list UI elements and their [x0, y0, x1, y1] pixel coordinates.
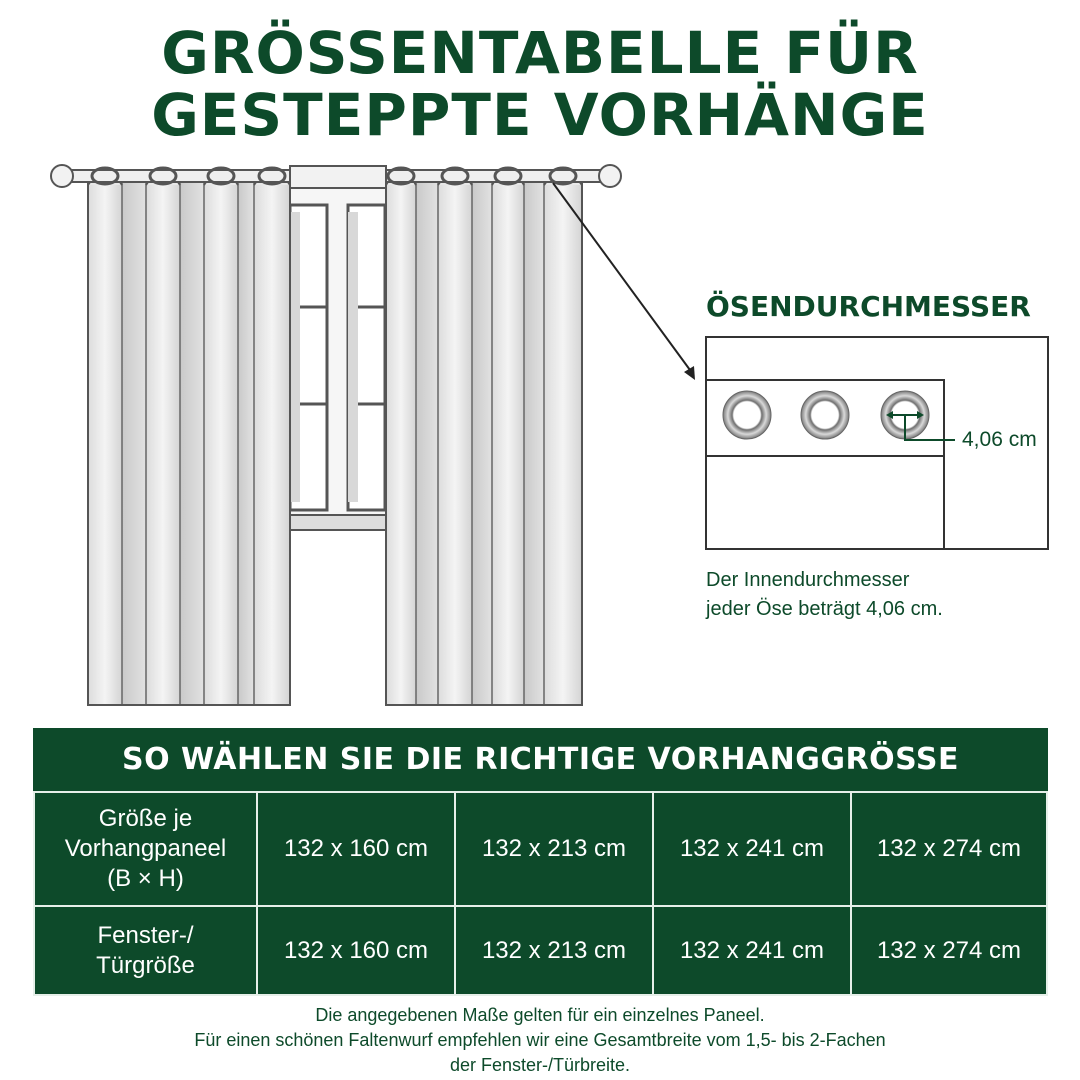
footer-line-1: Die angegebenen Maße gelten für ein einzelnes Paneel.	[315, 1005, 765, 1025]
row-label-panel-size	[33, 791, 258, 907]
grommet-heading: ÖSENDURCHMESSER	[706, 290, 1031, 323]
curtain-right	[386, 175, 582, 705]
table-heading: SO WÄHLEN SIE DIE RICHTIGE VORHANGGRÖSSE	[121, 742, 959, 777]
table-cell: 132 x 274 cm	[850, 791, 1048, 907]
table-cell: 132 x 213 cm	[454, 791, 654, 907]
footer-line-2: Für einen schönen Faltenwurf empfehlen wir eine Gesamtbreite vom 1,5- bis 2-Fachen	[194, 1030, 886, 1050]
footer-note	[0, 1003, 1080, 1078]
page-title-line-2: GESTEPPTE VORHÄNGE	[151, 81, 929, 149]
table-cell: 132 x 160 cm	[256, 791, 456, 907]
row-label-line: Größe je	[98, 805, 193, 832]
table-cell: 132 x 241 cm	[652, 905, 852, 996]
row-label-window-size	[33, 905, 258, 996]
table-cell: 132 x 213 cm	[454, 905, 654, 996]
grommet-dimension-label: 4,06 cm	[962, 428, 1037, 451]
row-label-line: Vorhangpaneel	[64, 835, 227, 862]
row-label-line: Türgröße	[96, 951, 195, 979]
curtain-left	[88, 175, 290, 705]
size-table	[33, 728, 1048, 996]
row-label-line: (B × H)	[107, 865, 184, 892]
table-cell: 132 x 160 cm	[256, 905, 456, 996]
grommet-note-line-1: Der Innendurchmesser	[706, 569, 910, 591]
table-cell: 132 x 274 cm	[850, 905, 1048, 996]
grommet-note-line-2: jeder Öse beträgt 4,06 cm.	[706, 598, 943, 620]
footer-line-3: der Fenster-/Türbreite.	[449, 1055, 631, 1075]
grommet-note	[706, 566, 943, 624]
table-cell: 132 x 241 cm	[652, 791, 852, 907]
page-title-line-1: GRÖSSENTABELLE FÜR	[161, 19, 919, 87]
window-illustration	[283, 188, 388, 530]
row-label-line: Fenster-/	[97, 921, 194, 949]
